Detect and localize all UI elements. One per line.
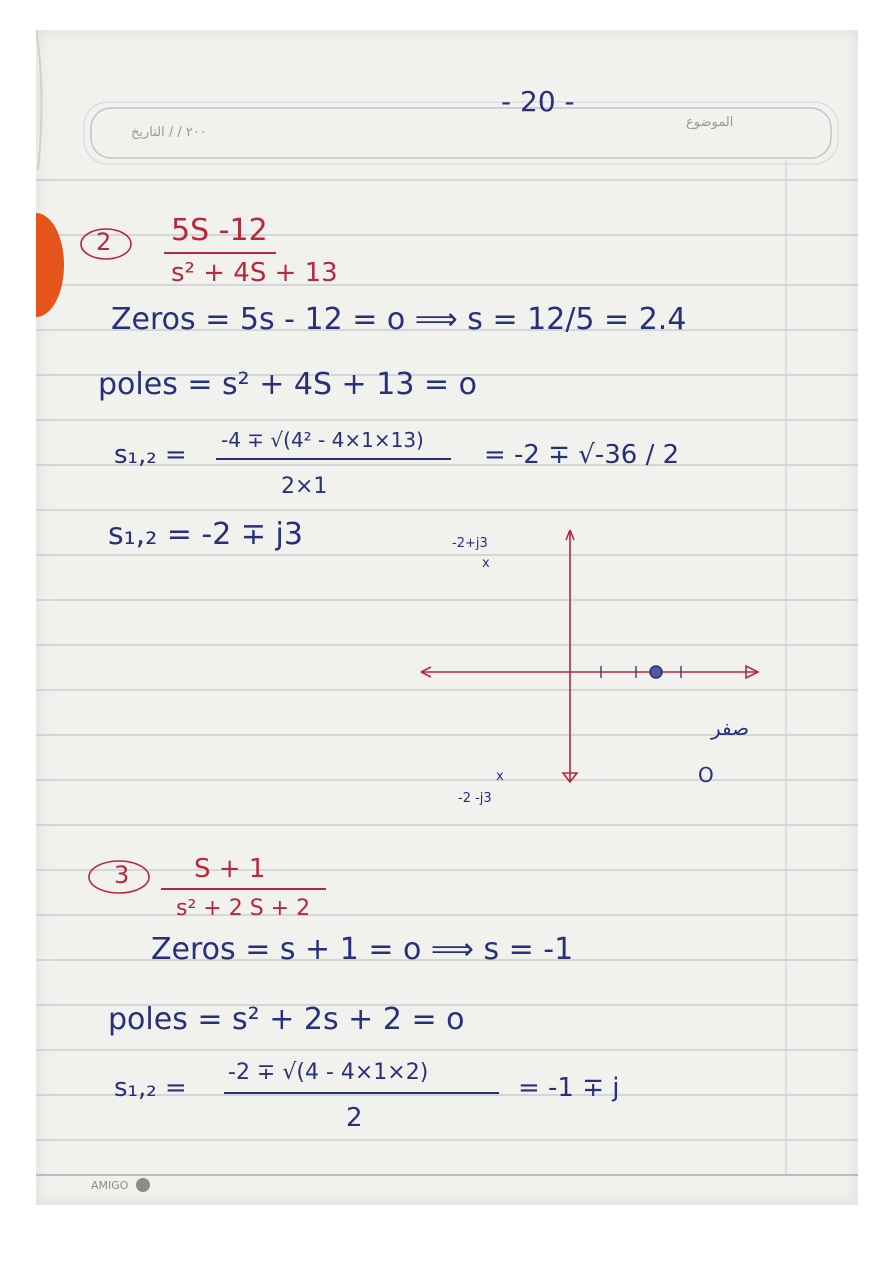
- plot-lower-pole-label: -2 -j3: [458, 791, 492, 806]
- problem3-numerator: S + 1: [194, 854, 266, 884]
- problem2-zeros-line: Zeros = 5s - 12 = o ⟹ s = 12/5 = 2.4: [111, 302, 687, 337]
- header-subject-print: الموضوع: [686, 115, 734, 130]
- problem2-numerator: 5S -12: [171, 213, 268, 248]
- problem3-denominator: s² + 2 S + 2: [176, 896, 311, 921]
- problem3-index: 3: [114, 861, 130, 889]
- page-number: - 20 -: [501, 85, 575, 118]
- problem3-poles-line: poles = s² + 2s + 2 = o: [108, 1002, 465, 1037]
- problem3-roots-rhs: = -1 ∓ j: [518, 1073, 620, 1103]
- plot-legend-arabic: صفر: [711, 716, 750, 740]
- problem2-poles-line: poles = s² + 4S + 13 = o: [98, 367, 477, 402]
- plot-lower-pole-mark: x: [496, 769, 504, 784]
- problem2-roots-numerator: -4 ∓ √(4² - 4×1×13): [221, 428, 424, 452]
- problem2-roots-rhs: = -2 ∓ √-36 / 2: [484, 440, 680, 470]
- footer-brand: AMIGO: [91, 1179, 129, 1192]
- notebook-page: [36, 30, 858, 1205]
- problem3-fraction-bar: [161, 888, 326, 890]
- problem3-roots-bar: [224, 1092, 499, 1094]
- problem3-zeros-line: Zeros = s + 1 = o ⟹ s = -1: [151, 932, 574, 967]
- problem2-roots-lhs: s₁,₂ =: [114, 440, 187, 470]
- problem3-roots-denominator: 2: [346, 1103, 363, 1133]
- plot-upper-pole-label: -2+j3: [452, 536, 488, 551]
- problem3-roots-lhs: s₁,₂ =: [114, 1073, 187, 1103]
- problem2-index: 2: [96, 228, 112, 256]
- problem3-roots-numerator: -2 ∓ √(4 - 4×1×2): [228, 1060, 429, 1085]
- problem2-denominator: s² + 4S + 13: [171, 258, 338, 288]
- brand-logo-icon: [136, 1178, 150, 1192]
- plot-zero-marker: [650, 666, 662, 678]
- header-date-print: ٢٠٠ / / التاريخ: [131, 125, 207, 140]
- problem2-roots-final: s₁,₂ = -2 ∓ j3: [108, 517, 303, 552]
- problem2-roots-denominator: 2×1: [281, 474, 328, 499]
- plot-upper-pole-mark: x: [482, 556, 490, 571]
- plot-legend-zero-mark: O: [698, 763, 714, 787]
